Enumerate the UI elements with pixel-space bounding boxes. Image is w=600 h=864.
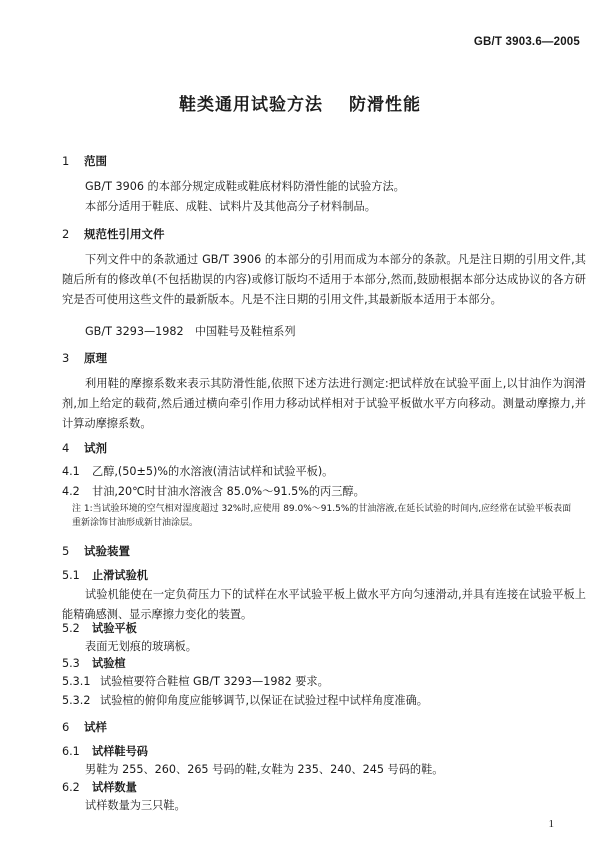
subsection-number: 5.2 xyxy=(62,622,80,635)
subsection-text: 试验楦要符合鞋楦 GB/T 3293—1982 要求。 xyxy=(100,675,329,688)
subsection-title: 试样数量 xyxy=(92,781,137,794)
section-2-reference: GB/T 3293—1982 中国鞋号及鞋楦系列 xyxy=(85,325,296,338)
subsection-title: 止滑试验机 xyxy=(92,569,148,582)
subsection-title: 试验平板 xyxy=(92,622,137,635)
item-4-1 xyxy=(62,463,333,479)
section-title: 试验装置 xyxy=(84,544,130,558)
section-3-heading xyxy=(62,350,107,366)
subsection-text: 试验楦的俯仰角度应能够调节,以保证在试验过程中试样角度准确。 xyxy=(100,694,428,707)
section-1-para-2: 本部分适用于鞋底、成鞋、试料片及其他高分子材料制品。 xyxy=(85,200,376,213)
subsection-number: 5.3 xyxy=(62,657,80,670)
section-1-heading xyxy=(62,153,107,169)
subsection-number: 6.2 xyxy=(62,781,80,794)
subsection-5-3-1 xyxy=(62,673,329,689)
section-3-para-1: 利用鞋的摩擦系数来表示其防滑性能,依照下述方法进行测定:把试样放在试验平面上,以甘油作为润滑剂,加上给定的载荷,然后通过横向牵引作用力移动试样相对于试验平板做水平方向移动。测量动摩擦力,并计算动摩擦系数。 xyxy=(62,377,586,430)
title-main: 鞋类通用试验方法 xyxy=(179,95,323,115)
subsection-6-2 xyxy=(62,779,137,795)
subsection-number: 6.1 xyxy=(62,745,80,758)
section-title: 范围 xyxy=(84,154,107,168)
section-title: 原理 xyxy=(84,351,107,365)
subsection-number: 5.3.1 xyxy=(62,675,91,688)
item-number: 4.1 xyxy=(62,465,80,478)
subsection-5-2 xyxy=(62,620,137,636)
section-6-heading xyxy=(62,719,107,735)
standard-code: GB/T 3903.6—2005 xyxy=(473,36,580,48)
section-number: 6 xyxy=(62,720,70,734)
subsection-6-1-text: 男鞋为 255、260、265 号码的鞋,女鞋为 235、240、245 号码的鞋。 xyxy=(85,763,444,776)
section-number: 2 xyxy=(62,227,70,241)
document-title xyxy=(0,90,600,115)
subsection-5-3 xyxy=(62,655,126,671)
subsection-5-1 xyxy=(62,567,148,583)
item-number: 4.2 xyxy=(62,485,80,498)
section-number: 4 xyxy=(62,441,70,455)
subsection-6-1 xyxy=(62,743,148,759)
section-title: 试样 xyxy=(84,720,107,734)
item-text: 乙醇,(50±5)%的水溶液(清洁试样和试验平板)。 xyxy=(92,465,334,478)
subsection-6-2-text: 试样数量为三只鞋。 xyxy=(85,799,186,812)
section-4-heading xyxy=(62,440,107,456)
subsection-5-2-text: 表面无划痕的玻璃板。 xyxy=(85,640,197,653)
subsection-number: 5.3.2 xyxy=(62,694,91,707)
subsection-title: 试验楦 xyxy=(92,657,126,670)
note-1: 注 1:当试验环境的空气相对湿度超过 32%时,应使用 89.0%～91.5%的甘油溶液,在延长试验的时间内,应经常在试验平板表面重新涂饰甘油形成新甘油涂层。 xyxy=(72,504,572,528)
title-sub: 防滑性能 xyxy=(349,95,421,115)
section-number: 3 xyxy=(62,351,70,365)
section-title: 规范性引用文件 xyxy=(84,227,165,241)
section-number: 5 xyxy=(62,544,70,558)
section-number: 1 xyxy=(62,154,70,168)
section-2-heading xyxy=(62,226,165,242)
subsection-5-3-2 xyxy=(62,692,428,708)
section-1-para-1: GB/T 3906 的本部分规定成鞋或鞋底材料防滑性能的试验方法。 xyxy=(85,180,405,193)
subsection-title: 试样鞋号码 xyxy=(92,745,148,758)
item-4-2 xyxy=(62,483,365,499)
item-text: 甘油,20℃时甘油水溶液含 85.0%～91.5%的丙三醇。 xyxy=(92,485,365,498)
subsection-5-1-text: 试验机能使在一定负荷压力下的试样在水平试验平板上做水平方向匀速滑动,并具有连接在试验平板上能精确感测、显示摩擦力变化的装置。 xyxy=(62,588,586,621)
section-5-heading xyxy=(62,543,130,559)
subsection-number: 5.1 xyxy=(62,569,80,582)
section-2-para-1: 下列文件中的条款通过 GB/T 3906 的本部分的引用而成为本部分的条款。凡是注日期的引用文件,其随后所有的修改单(不包括勘误的内容)或修订版均不适用于本部分,然而,鼓励根据本部分达成协议的各方研究是否可使用这些文件的最新版本。凡是不注日期的引用文件,其最新版本适用于本部分。 xyxy=(62,253,586,306)
page-number: 1 xyxy=(548,818,554,830)
section-title: 试剂 xyxy=(84,441,107,455)
